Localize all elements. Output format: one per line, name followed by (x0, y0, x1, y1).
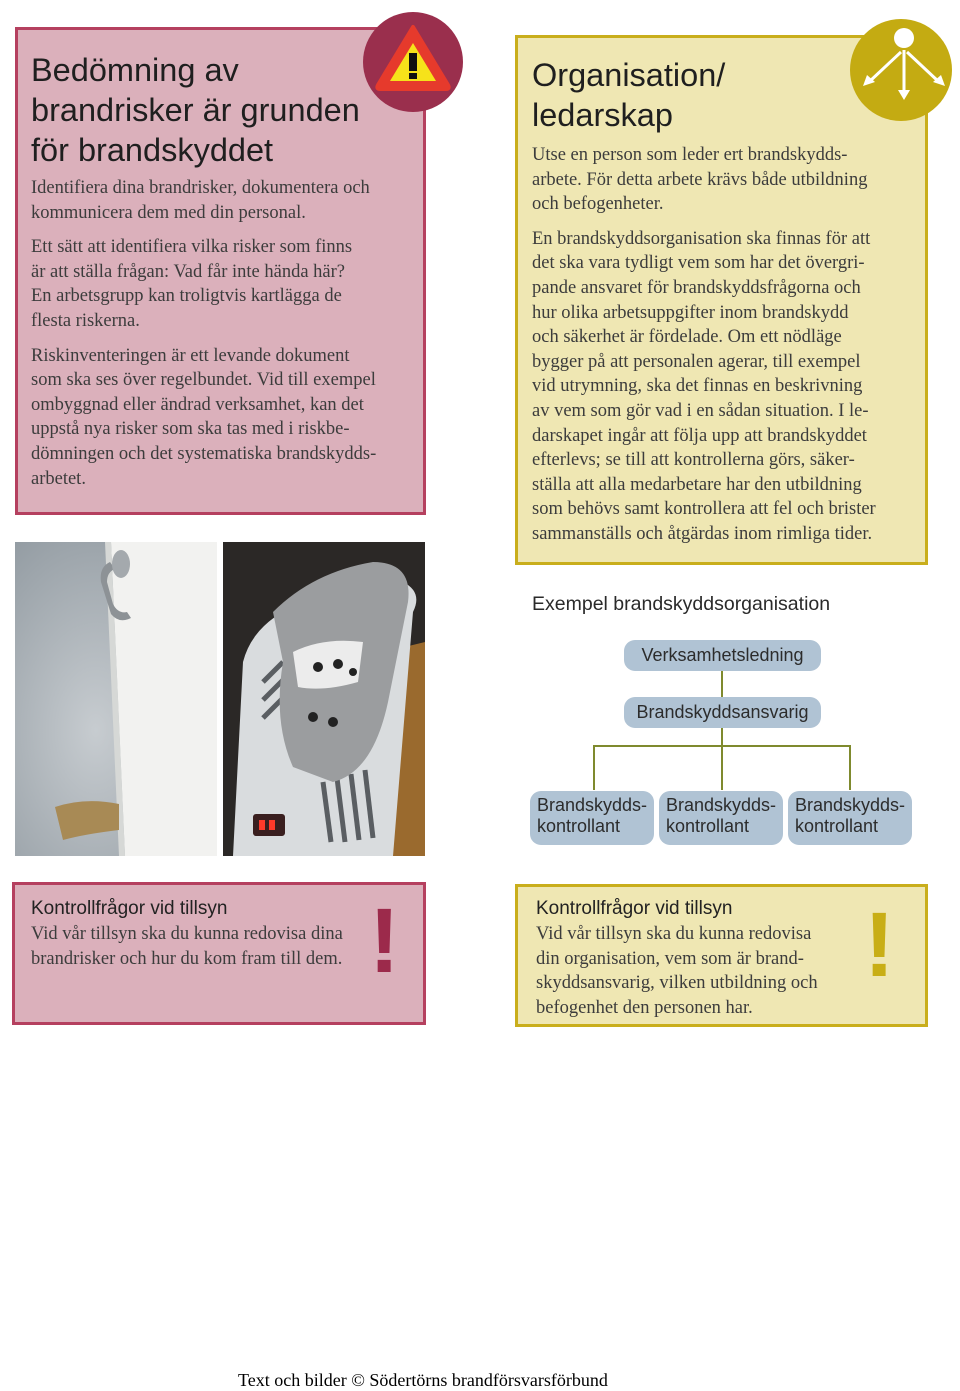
inspection-heading: Kontrollfrågor vid tillsyn (31, 898, 228, 919)
exclamation-icon: ! (864, 894, 895, 996)
org-node-kontrollant: Brandskydds- kontrollant (788, 791, 912, 845)
inspection-questions-right (515, 884, 928, 1027)
inspection-text: Vid vår tillsyn ska du kunna redovisa din organisation, vem som är brand- skyddsansvarig, vilken utbildning och befogenhet den personen har. (536, 924, 818, 1018)
organisation-paragraph: Utse en person som leder ert brandskydds- arbete. För detta arbete krävs både utbildning och befogenheter. (532, 145, 868, 215)
exclamation-icon: ! (369, 890, 400, 992)
org-chart-title: Exempel brandskyddsorganisation (532, 593, 831, 615)
org-node-verksamhetsledning: Verksamhetsledning (624, 640, 821, 671)
org-node-brandskyddsansvarig: Brandskyddsansvarig (624, 697, 821, 728)
org-node-kontrollant: Brandskydds- kontrollant (659, 791, 783, 845)
inspection-text: Vid vår tillsyn ska du kunna redovisa dina brandrisker och hur du kom fram till dem. (31, 924, 343, 969)
org-node-kontrollant: Brandskydds- kontrollant (530, 791, 654, 845)
organisation-panel-title: Organisation/ ledarskap (532, 57, 726, 133)
inspection-questions-left (12, 882, 426, 1025)
risk-paragraph: Riskinventeringen är ett levande dokument som ska ses över regelbundet. Vid till exempel ombyggnad eller ändrad verksamhet, kan det uppstå nya risker som ska tas med i riskbe- dömningen och det systematiska brandskydds- arbetet. (31, 345, 377, 489)
organisation-paragraph: En brandskyddsorganisation ska finnas för att det ska vara tydligt vem som har det övergri- pande ansvaret för brandskyddsfrågorna och hur olika arbetsuppgifter inom brandskydd och säkerhet är fördelade. Om ett nödläge bygger på att personalen agerar, till exempel vid utrymning, ska det finnas en beskrivning av vem som gör vad i en sådan situation. I le- darskapet ingår att följa upp att brandskyddet efterlevs; se till att kontrollerna görs, säker- ställa att alla medarbetare har den utbildning som behövs samt kontrollera att fel och brister sammanställs och åtgärdas inom rimliga tider. (532, 228, 876, 544)
risk-panel-title: Bedömning av brandrisker är grunden för brandskyddet (31, 52, 360, 168)
inspection-heading: Kontrollfrågor vid tillsyn (536, 898, 733, 919)
copyright-footer: Text och bilder © Södertörns brandförsvarsförbund (238, 1370, 608, 1390)
risk-paragraph: Identifiera dina brandrisker, dokumentera och kommunicera dem med din personal. (31, 178, 370, 223)
risk-paragraph: Ett sätt att identifiera vilka risker som finns är att ställa frågan: Vad får inte hända här? En arbetsgrupp kan troligtvis kartlägga de flesta riskerna. (31, 237, 353, 331)
